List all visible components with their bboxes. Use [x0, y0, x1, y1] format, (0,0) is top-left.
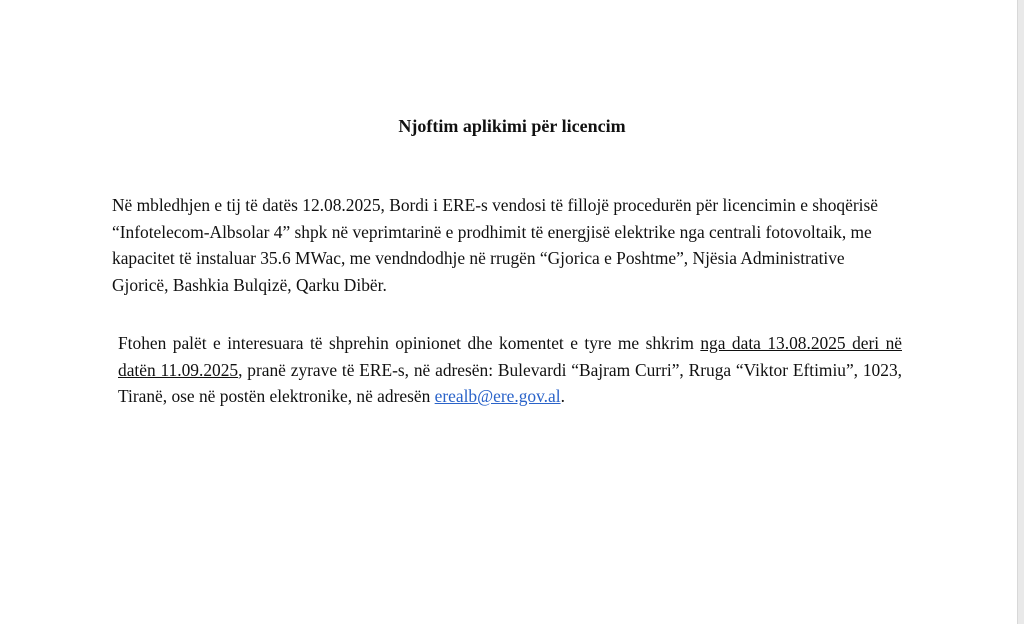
page-title: Njoftim aplikimi për licencim [398, 116, 626, 136]
comments-invitation-paragraph [118, 330, 902, 410]
comments-intro-text: Ftohen palët e interesuara të shprehin opinionet dhe komentet e tyre me shkrim [118, 333, 701, 353]
licensing-paragraph: Në mbledhjen e tij të datës 12.08.2025, Bordi i ERE-s vendosi të fillojë procedurën për licencimin e shoqërisë “Infotelecom-Albsolar 4” shpk në veprimtarinë e prodhimit të energjisë elektrike nga centrali fotovoltaik, me kapacitet të instaluar 35.6 MWac, me vendndodhje në rrugën “Gjorica e Poshtme”, Njësia Administrative Gjoricë, Bashkia Bulqizë, Qarku Dibër. [112, 195, 878, 295]
paragraph-end-period: . [560, 386, 565, 406]
comment-period-dates: nga data 13.08.2025 deri në datën 11.09.2025 [118, 333, 902, 380]
email-link[interactable]: erealb@ere.gov.al [434, 386, 561, 406]
page-edge-divider [1017, 0, 1024, 624]
address-text: , pranë zyrave të ERE-s, në adresën: Bulevardi “Bajram Curri”, Rruga “Viktor Eftimiu”, 1023, Tiranë, ose në postën elektronike, në adresën [118, 359, 902, 406]
